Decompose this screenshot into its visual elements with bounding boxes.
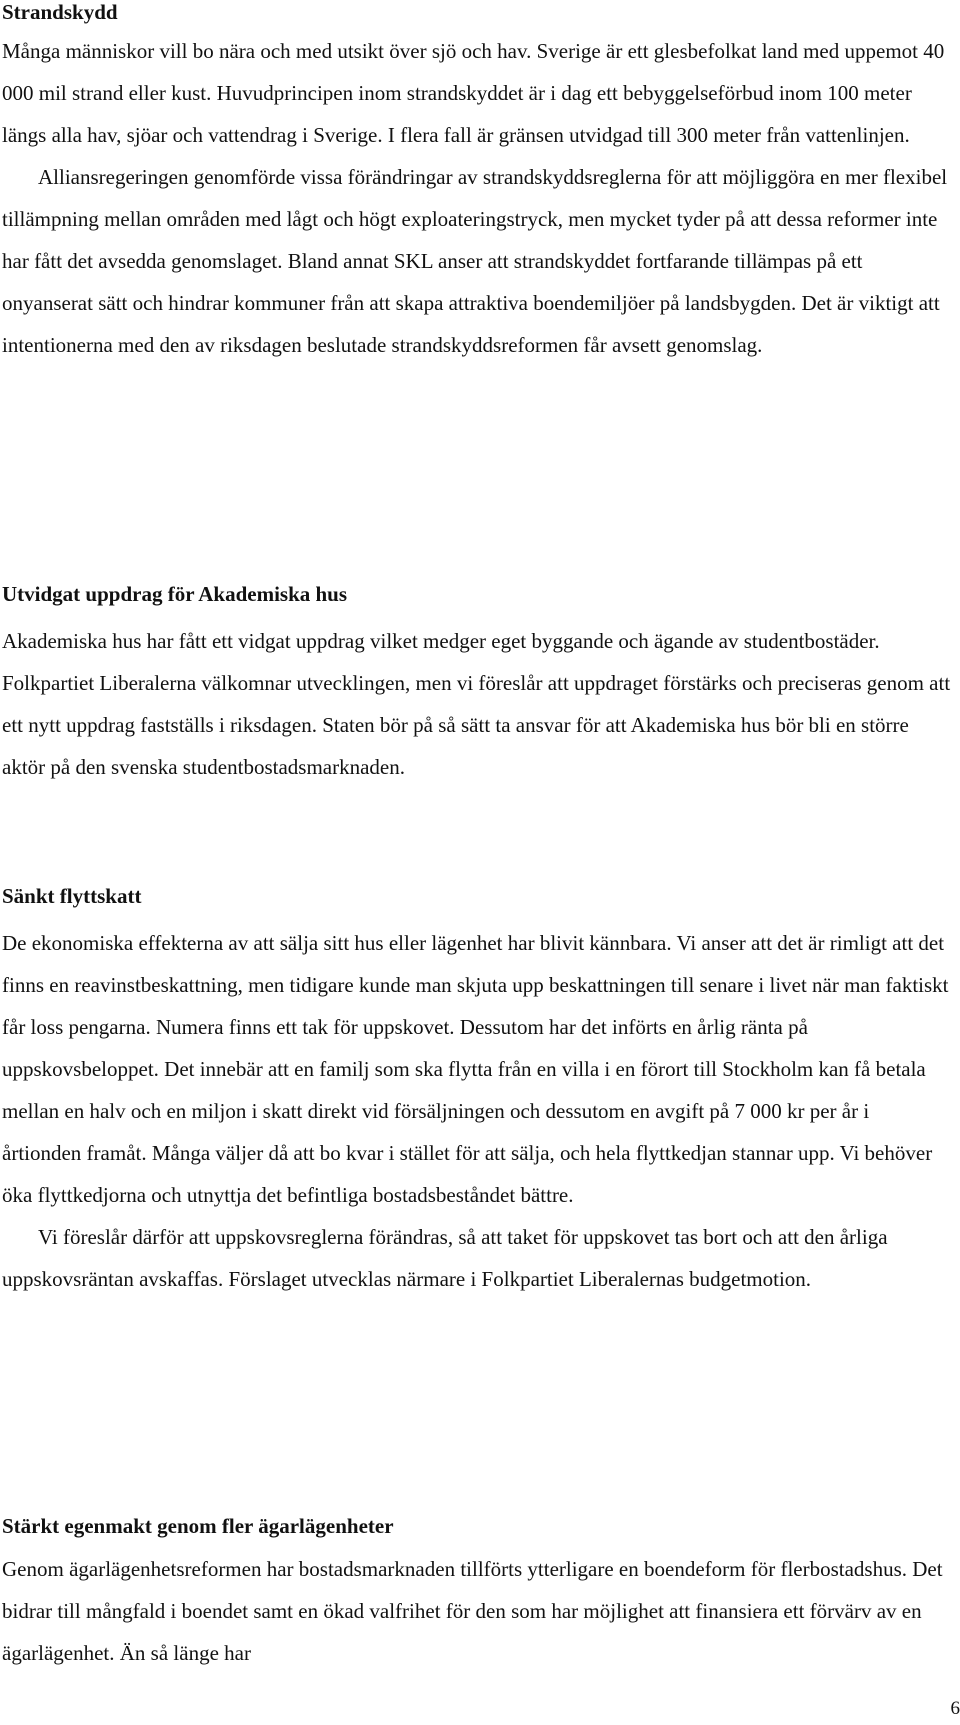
section-heading: Utvidgat uppdrag för Akademiska hus — [2, 582, 348, 606]
section-sankt-flyttskatt — [2, 884, 952, 1300]
paragraph: Akademiska hus har fått ett vidgat uppdrag vilket medger eget byggande och ägande av studentbostäder. Folkpartiet Liberalerna välkomnar utvecklingen, men vi föreslår att uppdraget förstärks och preciseras genom att ett nytt uppdrag fastställs i riksdagen. Staten bör på så sätt ta ansvar för att Akademiska hus bör bli en större aktör på den svenska studentbostadsmarknaden. — [2, 629, 951, 779]
section-heading: Sänkt flyttskatt — [2, 884, 142, 908]
section-strandskydd — [2, 0, 952, 366]
paragraph: Alliansregeringen genomförde vissa förändringar av strandskyddsreglerna för att möjliggöra en mer flexibel tillämpning mellan områden med lågt och högt exploateringstryck, men mycket tyder på att dessa reformer inte har fått det avsedda genomslaget. Bland annat SKL anser att strandskyddet fortfarande tillämpas på ett onyanserat sätt och hindrar kommuner från att skapa attraktiva boendemiljöer på landsbygden. Det är viktigt att intentionerna med den av riksdagen beslutade strandskyddsreformen får avsett genomslag. — [2, 165, 948, 357]
section-agarlagenheter — [2, 1514, 952, 1674]
section-heading: Stärkt egenmakt genom fler ägarlägenheter — [2, 1514, 394, 1538]
paragraph: Vi föreslår därför att uppskovsreglerna förändras, så att taket för uppskovet tas bort och att den årliga uppskovsräntan avskaffas. Förslaget utvecklas närmare i Folkpartiet Liberalernas budgetmotion. — [2, 1225, 888, 1291]
paragraph: De ekonomiska effekterna av att sälja sitt hus eller lägenhet har blivit kännbara. Vi anser att det är rimligt att det finns en reavinstbeskattning, men tidigare kunde man skjuta upp beskattningen till senare i livet när man faktiskt får loss pengarna. Numera finns ett tak för uppskovet. Dessutom har det införts en årlig ränta på uppskovsbeloppet. Det innebär att en familj som ska flytta från en villa i en förort till Stockholm kan få betala mellan en halv och en miljon i skatt direkt vid försäljningen och dessutom en avgift på 7 000 kr per år i årtionden framåt. Många väljer då att bo kvar i stället för att sälja, och hela flyttkedjan stannar upp. Vi behöver öka flyttkedjorna och utnyttja det befintliga bostadsbeståndet bättre. — [2, 931, 949, 1207]
section-heading: Strandskydd — [2, 0, 118, 24]
paragraph: Många människor vill bo nära och med utsikt över sjö och hav. Sverige är ett glesbefolkat land med uppemot 40 000 mil strand eller kust. Huvudprincipen inom strandskyddet är i dag ett bebyggelseförbud inom 100 meter längs alla hav, sjöar och vattendrag i Sverige. I flera fall är gränsen utvidgad till 300 meter från vattenlinjen. — [2, 39, 945, 147]
page-number: 6 — [950, 1698, 960, 1719]
paragraph: Genom ägarlägenhetsreformen har bostadsmarknaden tillförts ytterligare en boendeform för flerbostadshus. Det bidrar till mångfald i boendet samt en ökad valfrihet för den som har möjlighet att finansiera ett förvärv av en ägarlägenhet. Än så länge har — [2, 1557, 943, 1665]
section-akademiska-hus — [2, 582, 952, 788]
